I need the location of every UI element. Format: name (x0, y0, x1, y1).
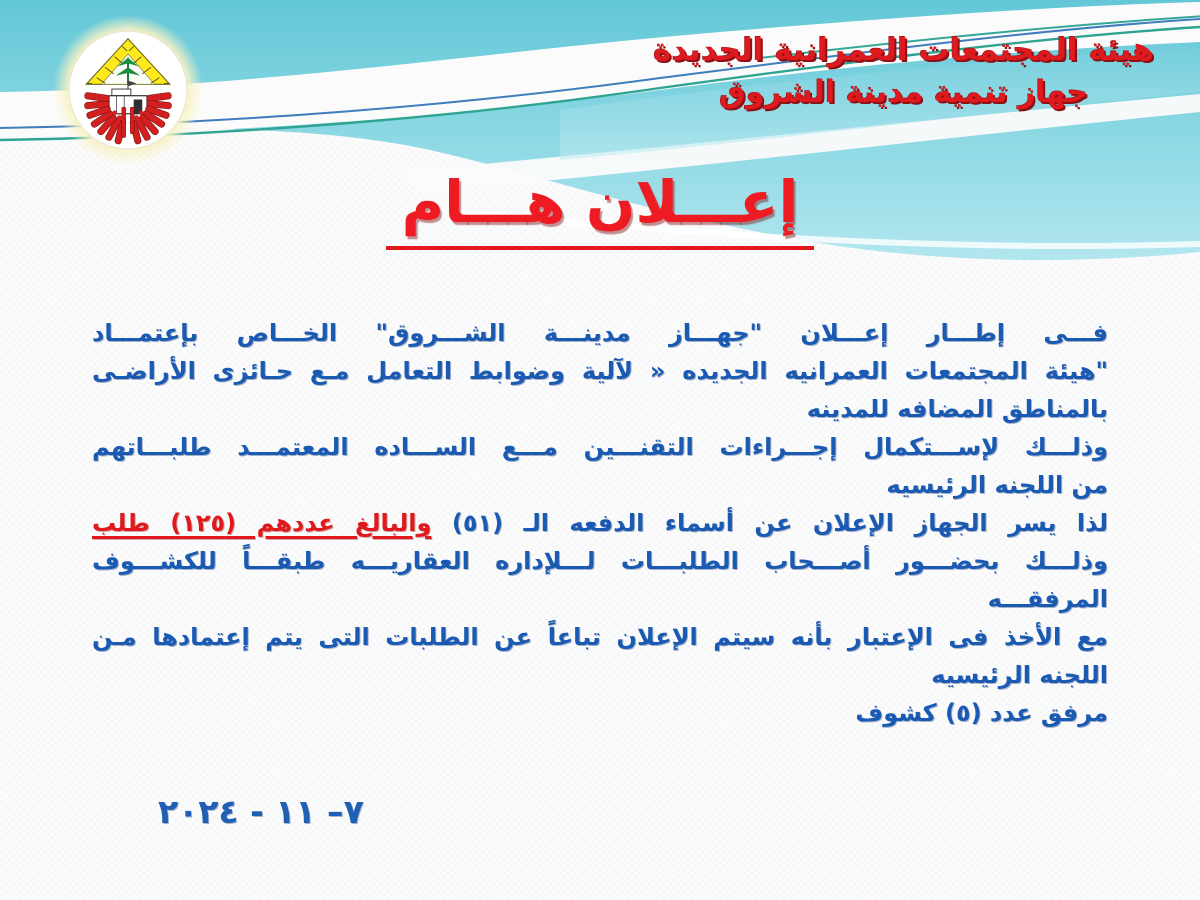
announcement-date: ٧– ١١ - ٢٠٢٤ (158, 792, 364, 831)
body-line (92, 656, 1108, 694)
body-text: لذا يسر الجهاز الإعلان عن أسماء الدفعه الـ (٥١) (431, 509, 1108, 537)
body-text: "هيئة المجتمعات العمرانيه الجديده « لآلية وضوابط التعامل مـع حـائزى الأراضـى (92, 357, 1108, 385)
page-title: إعـــلان هـــام (386, 168, 815, 250)
body-line (92, 390, 1108, 428)
shorouk-city-logo-icon (52, 14, 204, 166)
body-text: وذلـــك بحضـــور أصـــحاب الطلبـــات لـــلإداره العقاريـــه طبقـــاً للكشـــوف المرفقـــه (92, 547, 1108, 613)
body-line (92, 618, 1108, 656)
body-line (92, 504, 1108, 542)
body-line (92, 314, 1108, 352)
body-line (92, 542, 1108, 618)
body-text: مع الأخذ فى الإعتبار بأنه سيتم الإعلان تباعاً عن الطلبات التى يتم إعتمادها مـن (92, 623, 1108, 651)
body-text: مرفق عدد (٥) كشوف (855, 699, 1108, 727)
body-line (92, 352, 1108, 390)
authority-name: هيئة المجتمعات العمرانية الجديدة (652, 32, 1154, 68)
title-wrap (0, 168, 1200, 250)
body-text: من اللجنه الرئيسيه (886, 471, 1108, 499)
body-text: وذلـــك لإســـتكمال إجـــراءات التقنـــين مـــع الســـاده المعتمـــد طلبـــاتهم (92, 433, 1108, 461)
announcement-body (92, 314, 1108, 732)
org-header (653, 28, 1154, 114)
agency-name: جهاز تنمية مدينة الشروق (718, 75, 1089, 110)
highlighted-count-text: والبالغ عددهم (١٢٥) طلب (92, 509, 432, 537)
body-text: بالمناطق المضافه للمدينه (806, 395, 1108, 423)
body-line (92, 466, 1108, 504)
body-text: فـــى إطـــار إعـــلان "جهـــاز مدينـــة الشـــروق" الخـــاص بإعتمـــاد (92, 319, 1108, 347)
body-text: اللجنه الرئيسيه (931, 661, 1108, 689)
body-line (92, 428, 1108, 466)
body-line (92, 694, 1108, 732)
